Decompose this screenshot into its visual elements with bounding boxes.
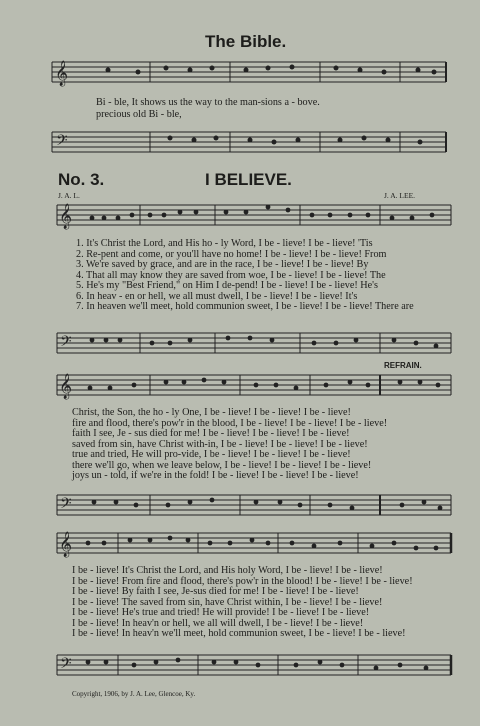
top-bass-staff	[0, 126, 480, 160]
verse-treble-staff	[0, 198, 480, 232]
svg-text:𝄢: 𝄢	[60, 333, 72, 354]
verse-4-line-1: 4. That all may know they are saved from woe, I be - lieve! I be - lieve! The	[76, 269, 386, 281]
top-treble-staff	[0, 56, 480, 90]
hymn-number: No. 3.	[58, 170, 105, 189]
svg-text:𝄞: 𝄞	[59, 374, 73, 399]
svg-text:𝄢: 𝄢	[60, 495, 72, 516]
refrain-line-2: I be - lieve! From fire and flood, there's pow'r in the blood! I be - lieve! I be - lieve!	[72, 575, 413, 587]
refrain-line-1: I be - lieve! It's Christ the Lord, and His holy Word, I be - lieve! I be - lieve!	[72, 565, 383, 576]
author-right: J. A. LEE.	[384, 191, 416, 200]
author-left: J. A. L.	[58, 191, 80, 200]
top-hymn-title: The Bible.	[205, 32, 287, 51]
second-treble-staff	[0, 368, 480, 402]
verse-7-line-2: joys un - told, if we're in the fold! I be - lieve! I be - lieve! I be - lieve!	[72, 470, 359, 481]
svg-text:𝄢: 𝄢	[56, 132, 68, 153]
refrain-bass-staff	[0, 648, 480, 682]
refrain-line-7: I be - lieve! In heav'n we'll meet, hold communion sweet, I be - lieve! I be - lieve!	[72, 628, 406, 639]
top-hymn-lyrics-1: Bi - ble, It shows us the way to the man-sions a - bove.	[96, 97, 320, 108]
verse-lyrics-block-1	[76, 239, 414, 313]
verse-3-line-1: 3. We're saved by grace, and are in the race, I be - lieve! I be - lieve! By	[76, 259, 369, 270]
verse-5-line-1: 5. He's my "Best Friend," on Him I de-pend! I be - lieve! I be - lieve! He's	[76, 280, 378, 291]
verse-1-line-2: Christ, the Son, the ho - ly One, I be - lieve! I be - lieve! I be - lieve!	[72, 407, 351, 418]
verse-bass-staff	[0, 326, 480, 360]
copyright-line: Copyright, 1906, by J. A. Lee, Glencoe, Ky.	[72, 690, 196, 698]
refrain-line-5: I be - lieve! He's true and tried! He will provide! I be - lieve! I be - lieve!	[72, 607, 370, 618]
refrain-line-4: I be - lieve! The saved from sin, have Christ within, I be - lieve! I be - lieve!	[72, 596, 383, 608]
verse-1-line-1: 1. It's Christ the Lord, and His ho - ly Word, I be - lieve! I be - lieve! 'Tis	[76, 238, 373, 249]
verse-2-line-2: fire and flood, there's pow'r in the blood, I be - lieve! I be - lieve! I be - lieve!	[72, 417, 388, 429]
refrain-label: REFRAIN.	[384, 361, 422, 370]
refrain-treble-staff	[0, 526, 480, 560]
verse-2-line-1: 2. Re-pent and come, or you'll have no home! I be - lieve! I be - lieve! From	[76, 248, 387, 260]
svg-text:𝄞: 𝄞	[59, 204, 73, 229]
verse-6-line-1: 6. In heav - en or hell, we all must dwell, I be - lieve! I be - lieve! It's	[76, 290, 358, 302]
svg-text:𝄞: 𝄞	[59, 532, 73, 557]
verse-lyrics-block-2	[72, 408, 387, 482]
refrain-line-6: I be - lieve! In heav'n or hell, we all will dwell, I be - lieve! I be - lieve!	[72, 617, 364, 629]
verse-3-line-2: faith I see, Je - sus died for me! I be - lieve! I be - lieve! I be - lieve!	[72, 428, 350, 439]
svg-text:𝄞: 𝄞	[55, 61, 69, 86]
hymn-title: I BELIEVE.	[205, 170, 292, 189]
refrain-lyrics-block	[72, 566, 413, 640]
verse-6-line-2: there we'll go, when we leave below, I be - lieve! I be - lieve! I be - lieve!	[72, 459, 372, 471]
verse-4-line-2: saved from sin, have Christ with-in, I be - lieve! I be - lieve! I be - lieve!	[72, 438, 368, 450]
top-hymn-lyrics-2: precious old Bi - ble,	[96, 109, 182, 120]
verse-5-line-2: true and tried, He will pro-vide, I be - lieve! I be - lieve! I be - lieve!	[72, 449, 351, 460]
second-bass-staff	[0, 488, 480, 522]
svg-text:𝄢: 𝄢	[60, 655, 72, 676]
refrain-line-3: I be - lieve! By faith I see, Je-sus died for me! I be - lieve! I be - lieve!	[72, 586, 359, 597]
verse-7-line-1: 7. In heaven we'll meet, hold communion sweet, I be - lieve! I be - lieve! There are	[76, 301, 414, 312]
